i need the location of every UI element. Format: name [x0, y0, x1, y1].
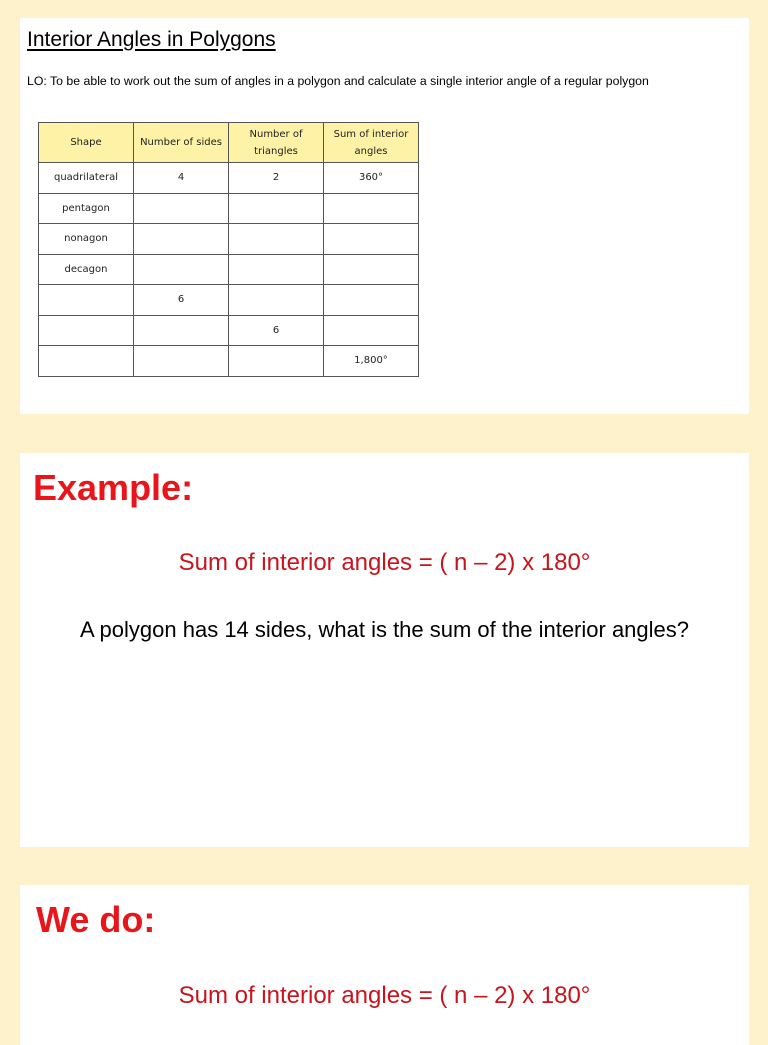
header-number-of-triangles [229, 123, 324, 163]
table-cell [324, 285, 419, 316]
slide-we-do [20, 885, 749, 1045]
table-cell [324, 193, 419, 224]
polygon-angles-table [38, 122, 419, 377]
header-shape-text: Shape [70, 137, 102, 148]
table-cell [324, 315, 419, 346]
slide-interior-angles [20, 18, 749, 414]
table-cell [229, 346, 324, 377]
table-cell [134, 193, 229, 224]
table-cell [324, 224, 419, 255]
table-cell [229, 254, 324, 285]
formula: Sum of interior angles = ( n – 2) x 180° [178, 549, 591, 576]
table-cell [229, 224, 324, 255]
slide-example [20, 453, 749, 847]
table-cell [134, 254, 229, 285]
we-do-heading: We do: [36, 899, 156, 940]
example-heading: Example: [33, 467, 194, 508]
table-row [39, 346, 419, 377]
header-shape [39, 123, 134, 163]
table-cell: 2 [229, 163, 324, 194]
table-row [39, 224, 419, 255]
table-cell: quadrilateral [39, 163, 134, 194]
learning-objective: LO: To be able to work out the sum of angles in a polygon and calculate a single interior angle of a regular polygon [27, 74, 649, 88]
header-sum-text-1: Sum of interior [333, 128, 409, 140]
header-number-of-sides [134, 123, 229, 163]
table-cell: 360° [324, 163, 419, 194]
header-sum-text-2: angles [354, 145, 388, 157]
table-cell [229, 285, 324, 316]
table-row [39, 193, 419, 224]
header-sides-text: Number of sides [140, 137, 222, 148]
table-cell [134, 346, 229, 377]
table-cell [134, 224, 229, 255]
table-cell [39, 285, 134, 316]
table-cell: 4 [134, 163, 229, 194]
table-header-row [39, 123, 419, 163]
table-cell [324, 254, 419, 285]
table-cell: 6 [134, 285, 229, 316]
table-cell: 6 [229, 315, 324, 346]
header-triangles-text-2: triangles [254, 145, 298, 157]
table-cell: decagon [39, 254, 134, 285]
formula: Sum of interior angles = ( n – 2) x 180° [178, 982, 591, 1009]
header-triangles-text-1: Number of [249, 128, 303, 140]
table-cell: nonagon [39, 224, 134, 255]
example-question: A polygon has 14 sides, what is the sum of the interior angles? [79, 617, 690, 642]
page-title: Interior Angles in Polygons [27, 28, 276, 51]
table-row [39, 163, 419, 194]
table-cell [134, 315, 229, 346]
table-row [39, 285, 419, 316]
table-cell: pentagon [39, 193, 134, 224]
header-sum-of-interior-angles [324, 123, 419, 163]
table-cell [229, 193, 324, 224]
table-cell: 1,800° [324, 346, 419, 377]
table-row [39, 315, 419, 346]
table-row [39, 254, 419, 285]
table-cell [39, 315, 134, 346]
table-cell [39, 346, 134, 377]
